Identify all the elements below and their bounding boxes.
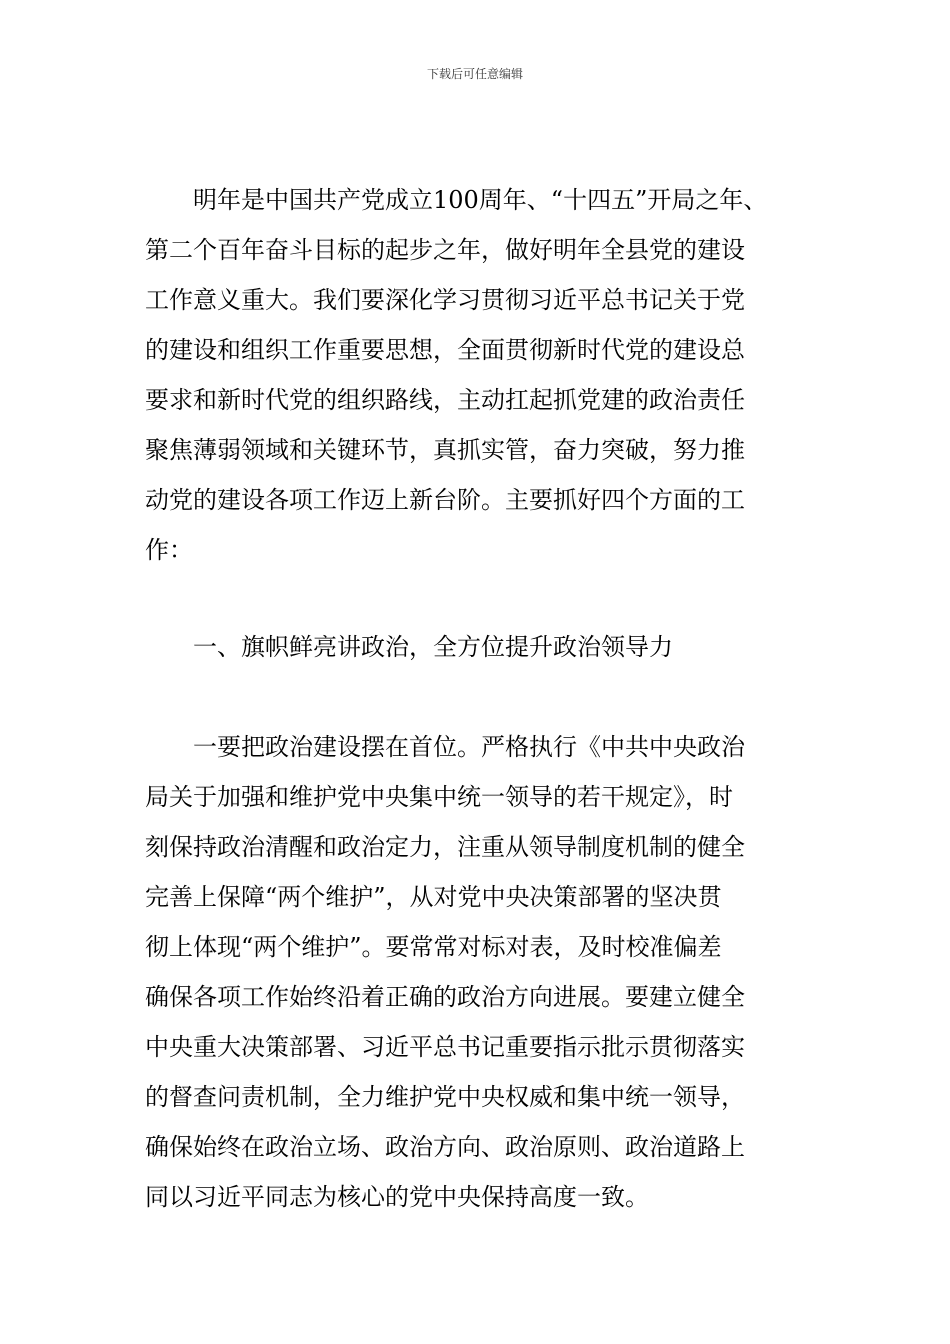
text-line: 工作意义重大。我们要深化学习贯彻习近平总书记关于党 bbox=[145, 286, 745, 314]
text-line: 明年是中国共产党成立100周年、“十四五”开局之年、 bbox=[145, 186, 768, 214]
text-line: 的督查问责机制，全力维护党中央权威和集中统一领导， bbox=[145, 1083, 745, 1111]
text-line: 聚焦薄弱领域和关键环节，真抓实管，奋力突破，努力推 bbox=[145, 436, 745, 464]
text-line: 的建设和组织工作重要思想，全面贯彻新时代党的建设总 bbox=[145, 336, 745, 364]
text-line: 确保各项工作始终沿着正确的政治方向进展。要建立健全 bbox=[145, 983, 745, 1011]
text-line: 确保始终在政治立场、政治方向、政治原则、政治道路上 bbox=[145, 1133, 745, 1161]
text-line: 第二个百年奋斗目标的起步之年，做好明年全县党的建设 bbox=[145, 236, 745, 264]
text-line: 中央重大决策部署、习近平总书记重要指示批示贯彻落实 bbox=[145, 1033, 745, 1061]
heading-line: 一、旗帜鲜亮讲政治，全方位提升政治领导力 bbox=[145, 633, 673, 661]
text-line: 局关于加强和维护党中央集中统一领导的若干规定》，时 bbox=[145, 783, 733, 811]
text-line: 动党的建设各项工作迈上新台阶。主要抓好四个方面的工 bbox=[145, 486, 745, 514]
text-line: 要求和新时代党的组织路线，主动扛起抓党建的政治责任 bbox=[145, 386, 745, 414]
text-line: 完善上保障“两个维护”，从对党中央决策部署的坚决贯 bbox=[145, 883, 722, 911]
text-line: 一要把政治建设摆在首位。严格执行《中共中央政治 bbox=[145, 733, 745, 761]
text-line: 作： bbox=[145, 536, 193, 564]
header-note: 下载后可任意编辑 bbox=[426, 67, 523, 81]
text-line: 同以习近平同志为核心的党中央保持高度一致。 bbox=[145, 1183, 649, 1211]
text-line: 彻上体现“两个维护”。要常常对标对表，及时校准偏差 bbox=[145, 933, 722, 961]
text-line: 刻保持政治清醒和政治定力，注重从领导制度机制的健全 bbox=[145, 833, 745, 861]
